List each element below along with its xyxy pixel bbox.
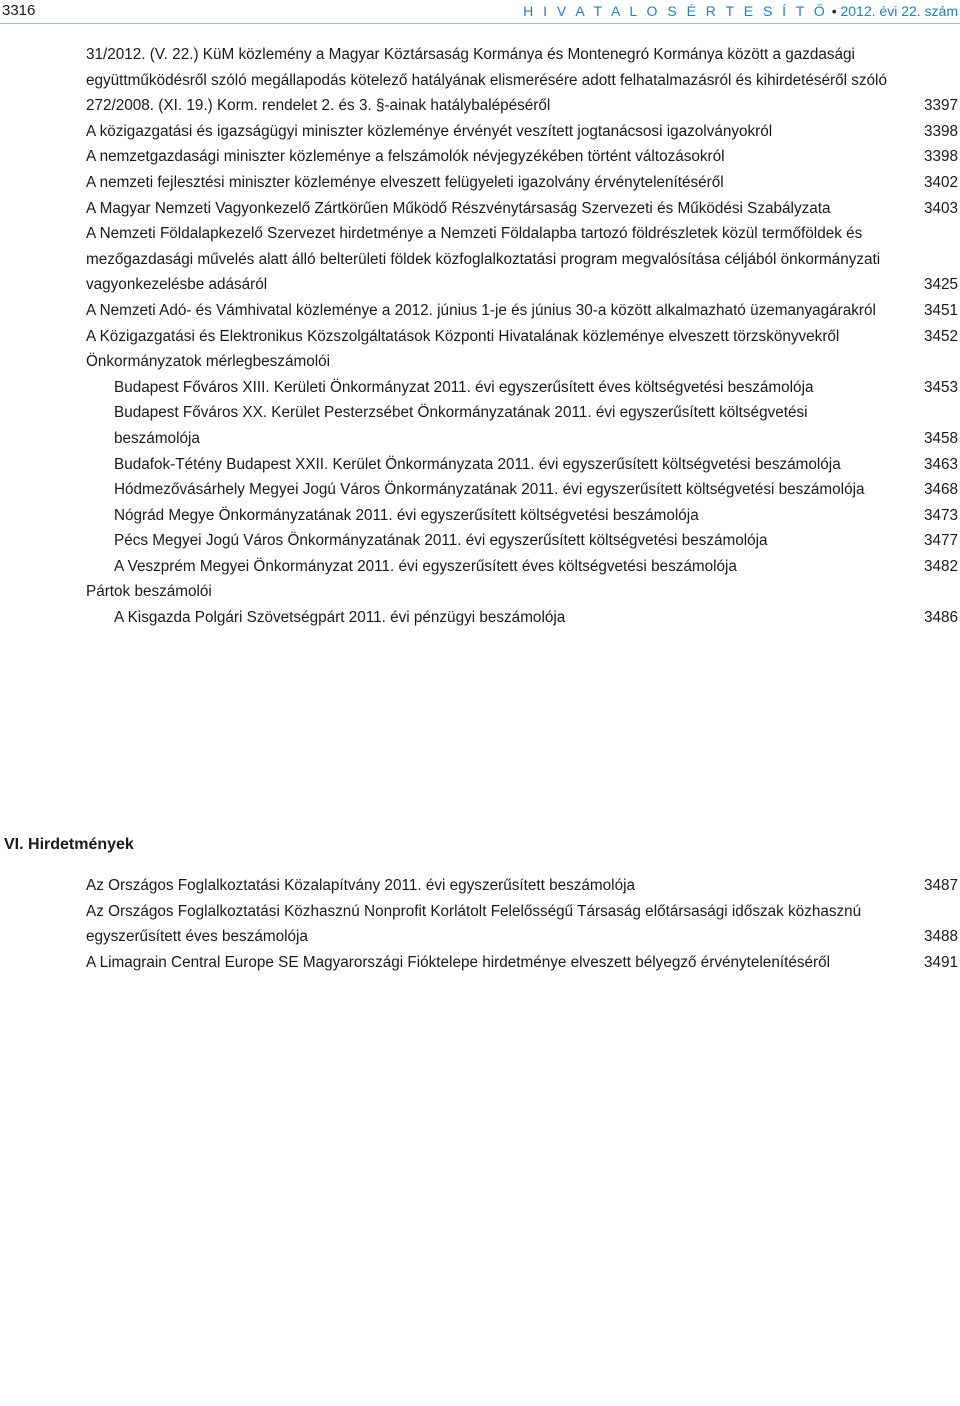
toc-entry-page: 3452 [923, 327, 958, 345]
toc-entry-title: Budapest Főváros XIII. Kerületi Önkormányzat 2011. évi egyszerűsített éves költségvetési beszámolója [114, 378, 814, 396]
toc-entry [86, 950, 958, 976]
toc-entry [86, 144, 958, 170]
toc-entry-page: 3398 [923, 122, 958, 140]
toc-entry-page: 3451 [923, 301, 958, 319]
toc-entry-title: A Limagrain Central Europe SE Magyarországi Fióktelepe hirdetménye elveszett bélyegző érvénytelenítéséről [86, 953, 830, 971]
toc-subentry [86, 605, 958, 631]
toc-entry-title: Az Országos Foglalkoztatási Közalapítvány 2011. évi egyszerűsített beszámolója [86, 877, 635, 894]
toc-entry [86, 196, 958, 222]
toc-entry-page: 3398 [923, 148, 958, 166]
toc-entry-title: A Nemzeti Adó- és Vámhivatal közleménye a 2012. június 1-je és június 30-a között alkalmazható üzemanyagárakról [86, 301, 876, 319]
toc-subentry [86, 400, 958, 451]
group-heading: Pártok beszámolói [86, 583, 212, 601]
journal-title: H I V A T A L O S É R T E S Í T Ő [523, 3, 828, 19]
toc-entry-page: 3468 [923, 481, 958, 499]
toc-entry-page: 3397 [923, 97, 958, 115]
toc-entry-title: Pécs Megyei Jogú Város Önkormányzatának 2011. évi egyszerűsített költségvetési beszámolója [114, 532, 768, 550]
toc-entry-page: 3425 [923, 276, 958, 294]
toc-entry-title: Budapest Főváros XX. Kerület Pesterzsébet Önkormányzatának 2011. évi egyszerűsített költségvetési beszámolója [114, 404, 808, 447]
toc-entry-title: A közigazgatási és igazságügyi miniszter közleménye érvényét veszített jogtanácsosi igazolványokról [86, 122, 773, 140]
toc-entry-page: 3482 [923, 557, 958, 575]
toc-subentry [86, 528, 958, 554]
toc-entry [86, 324, 958, 350]
toc-entry-title: A Kisgazda Polgári Szövetségpárt 2011. évi pénzügyi beszámolója [114, 609, 566, 627]
journal-header [523, 0, 958, 22]
section-title: VI. Hirdetmények [4, 836, 134, 853]
toc-entry-page: 3463 [923, 455, 958, 473]
toc-entry-page: 3473 [923, 506, 958, 524]
header-rule [0, 23, 960, 24]
toc-entry-title: Nógrád Megye Önkormányzatának 2011. évi egyszerűsített költségvetési beszámolója [114, 506, 699, 524]
toc-entry-page: 3488 [923, 928, 958, 946]
page-number: 3316 [2, 2, 36, 19]
issue-label: 2012. évi 22. szám [840, 3, 958, 19]
section-contents [86, 873, 958, 975]
toc-entry-page: 3491 [923, 953, 958, 971]
toc-subentry [86, 477, 958, 503]
toc-entry-title: A Magyar Nemzeti Vagyonkezelő Zártkörűen Működő Részvénytársaság Szervezeti és Működési Szabályzata [86, 199, 831, 217]
toc-entry-title: A nemzeti fejlesztési miniszter közleménye elveszett felügyeleti igazolvány érvénytelenítéséről [86, 173, 724, 191]
toc-subentry [86, 503, 958, 529]
toc-subentry [86, 375, 958, 401]
toc-entry-title: Az Országos Foglalkoztatási Közhasznú Nonprofit Korlátolt Felelősségű Társaság előtársasági időszak közhasznú egyszerűsített éves beszámolója [86, 902, 862, 946]
toc-entry [86, 42, 958, 119]
page-header [0, 0, 960, 30]
toc-entry-title: A nemzetgazdasági miniszter közleménye a felszámolók névjegyzékében történt változásokról [86, 148, 725, 166]
toc-subentry [86, 554, 958, 580]
toc-entry-title: Budafok-Tétény Budapest XXII. Kerület Önkormányzata 2011. évi egyszerűsített költségvetési beszámolója [114, 455, 841, 473]
toc-entry [86, 873, 958, 899]
toc-entry-title: A Veszprém Megyei Önkormányzat 2011. évi egyszerűsített éves költségvetési beszámolója [114, 557, 737, 575]
toc-entry-title: 31/2012. (V. 22.) KüM közlemény a Magyar Köztársaság Kormánya és Montenegró Kormánya között a gazdasági együttműködésről szóló megállapodás kötelező hatályának elismerésére adott felhatalmazásról és kihirdetéséről szóló 272/2008. (XI. 19.) Korm. rendelet 2. és 3. §-ainak hatálybalépéséről [86, 46, 887, 115]
table-of-contents [86, 42, 958, 631]
toc-entry-page: 3477 [923, 532, 958, 550]
toc-entry-title: A Közigazgatási és Elektronikus Közszolgáltatások Központi Hivatalának közleménye elveszett törzskönyvekről [86, 327, 840, 345]
toc-entry [86, 899, 958, 950]
toc-entry-page: 3487 [923, 877, 958, 894]
header-separator: • [831, 3, 837, 19]
toc-entry-title: Hódmezővásárhely Megyei Jogú Város Önkormányzatának 2011. évi egyszerűsített költségvetési beszámolója [114, 481, 865, 499]
toc-entry-page: 3458 [923, 429, 958, 447]
toc-entry-page: 3453 [923, 378, 958, 396]
toc-entry [86, 170, 958, 196]
group-heading: Önkormányzatok mérlegbeszámolói [86, 353, 331, 371]
toc-entry [86, 298, 958, 324]
toc-entry-title: A Nemzeti Földalapkezelő Szervezet hirdetménye a Nemzeti Földalapba tartozó földrészletek közül termőföldek és mezőgazdasági művelés alatt álló belterületi földek közfoglalkoztatási program megvalósítása céljából önkormányzati vagyonkezelésbe adásáról [86, 225, 881, 294]
toc-entry [86, 119, 958, 145]
toc-subentry [86, 452, 958, 478]
toc-entry-page: 3402 [923, 173, 958, 191]
toc-entry-page: 3403 [923, 199, 958, 217]
toc-entry-page: 3486 [923, 609, 958, 627]
toc-entry [86, 221, 958, 298]
